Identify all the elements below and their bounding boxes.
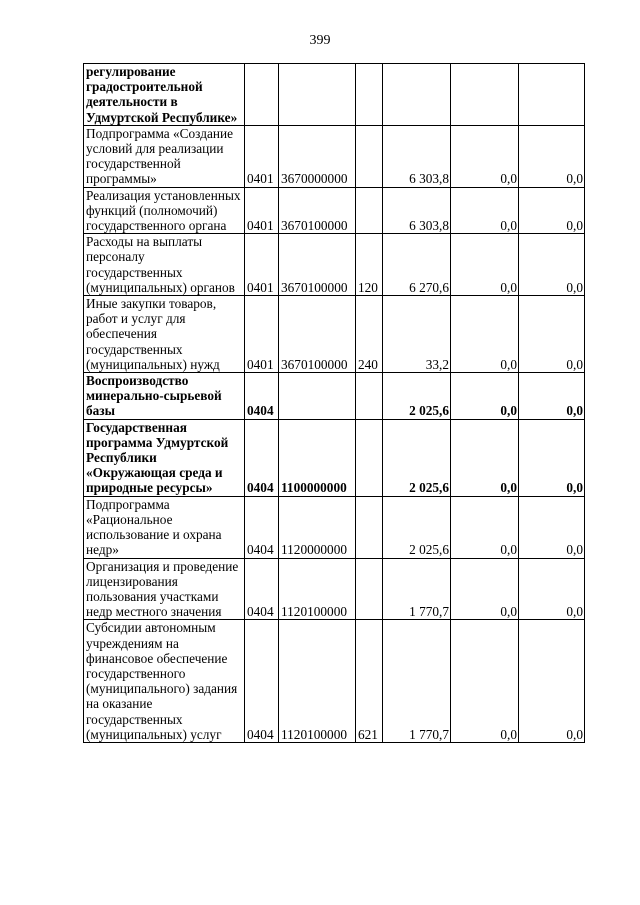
budget-table: [83, 63, 585, 743]
row-expense-type-code: [356, 419, 383, 496]
row-amount-1: 2 025,6: [383, 419, 451, 496]
row-expense-type-code: 621: [356, 620, 383, 743]
row-amount-3: 0,0: [519, 296, 585, 373]
row-name: Субсидии автономным учреждениям на финансовое обеспечение государственного (муниципального) задания на оказание государственных (муниципальных) услуг: [84, 620, 245, 743]
row-name: Реализация установленных функций (полномочий) государственного органа: [84, 187, 245, 234]
row-section-code: 0404: [245, 419, 279, 496]
row-amount-1: 1 770,7: [383, 620, 451, 743]
row-name: Подпрограмма «Создание условий для реализации государственной программы»: [84, 125, 245, 187]
row-amount-2: 0,0: [451, 373, 519, 420]
row-target-code: 3670100000: [279, 234, 356, 296]
row-expense-type-code: [356, 496, 383, 558]
row-expense-type-code: 120: [356, 234, 383, 296]
budget-table-body: [84, 64, 585, 743]
row-amount-3: 0,0: [519, 125, 585, 187]
row-target-code: 3670100000: [279, 187, 356, 234]
row-section-code: 0401: [245, 187, 279, 234]
row-name: Подпрограмма «Рациональное использование и охрана недр»: [84, 496, 245, 558]
row-target-code: 1120100000: [279, 620, 356, 743]
row-section-code: 0401: [245, 234, 279, 296]
row-amount-2: 0,0: [451, 125, 519, 187]
row-section-code: 0404: [245, 620, 279, 743]
table-row: [84, 296, 585, 373]
row-name: Воспроизводство минерально-сырьевой базы: [84, 373, 245, 420]
row-amount-1: 33,2: [383, 296, 451, 373]
row-amount-2: 0,0: [451, 558, 519, 620]
row-amount-2: 0,0: [451, 234, 519, 296]
row-name: Государственная программа Удмуртской Республики «Окружающая среда и природные ресурсы»: [84, 419, 245, 496]
row-expense-type-code: [356, 373, 383, 420]
row-amount-2: [451, 64, 519, 126]
row-expense-type-code: [356, 64, 383, 126]
row-section-code: 0401: [245, 296, 279, 373]
row-amount-2: 0,0: [451, 419, 519, 496]
row-amount-1: 6 270,6: [383, 234, 451, 296]
row-target-code: 1100000000: [279, 419, 356, 496]
row-amount-3: 0,0: [519, 558, 585, 620]
row-amount-3: [519, 64, 585, 126]
row-section-code: 0401: [245, 125, 279, 187]
table-row: [84, 373, 585, 420]
row-amount-3: 0,0: [519, 373, 585, 420]
row-amount-1: 2 025,6: [383, 496, 451, 558]
table-row: [84, 558, 585, 620]
row-expense-type-code: 240: [356, 296, 383, 373]
table-row: [84, 125, 585, 187]
row-amount-3: 0,0: [519, 419, 585, 496]
row-name: Расходы на выплаты персоналу государственных (муниципальных) органов: [84, 234, 245, 296]
row-amount-2: 0,0: [451, 187, 519, 234]
row-amount-1: 6 303,8: [383, 187, 451, 234]
row-expense-type-code: [356, 125, 383, 187]
row-amount-3: 0,0: [519, 234, 585, 296]
row-target-code: 3670100000: [279, 296, 356, 373]
row-amount-1: 6 303,8: [383, 125, 451, 187]
row-target-code: [279, 373, 356, 420]
row-amount-2: 0,0: [451, 496, 519, 558]
row-name: Организация и проведение лицензирования пользования участками недр местного значения: [84, 558, 245, 620]
row-amount-3: 0,0: [519, 496, 585, 558]
row-section-code: 0404: [245, 373, 279, 420]
row-amount-3: 0,0: [519, 620, 585, 743]
row-amount-2: 0,0: [451, 296, 519, 373]
table-row: [84, 187, 585, 234]
row-amount-1: [383, 64, 451, 126]
row-amount-3: 0,0: [519, 187, 585, 234]
row-name: регулирование градостроительной деятельности в Удмуртской Республике»: [84, 64, 245, 126]
row-expense-type-code: [356, 187, 383, 234]
row-amount-1: 1 770,7: [383, 558, 451, 620]
table-row: [84, 419, 585, 496]
row-amount-1: 2 025,6: [383, 373, 451, 420]
row-name: Иные закупки товаров, работ и услуг для обеспечения государственных (муниципальных) нужд: [84, 296, 245, 373]
row-section-code: 0404: [245, 496, 279, 558]
row-section-code: 0404: [245, 558, 279, 620]
row-expense-type-code: [356, 558, 383, 620]
page-number: 399: [309, 33, 331, 48]
row-target-code: 3670000000: [279, 125, 356, 187]
table-row: [84, 64, 585, 126]
row-target-code: 1120100000: [279, 558, 356, 620]
row-section-code: [245, 64, 279, 126]
table-row: [84, 496, 585, 558]
table-row: [84, 234, 585, 296]
row-target-code: 1120000000: [279, 496, 356, 558]
row-amount-2: 0,0: [451, 620, 519, 743]
table-row: [84, 620, 585, 743]
row-target-code: [279, 64, 356, 126]
